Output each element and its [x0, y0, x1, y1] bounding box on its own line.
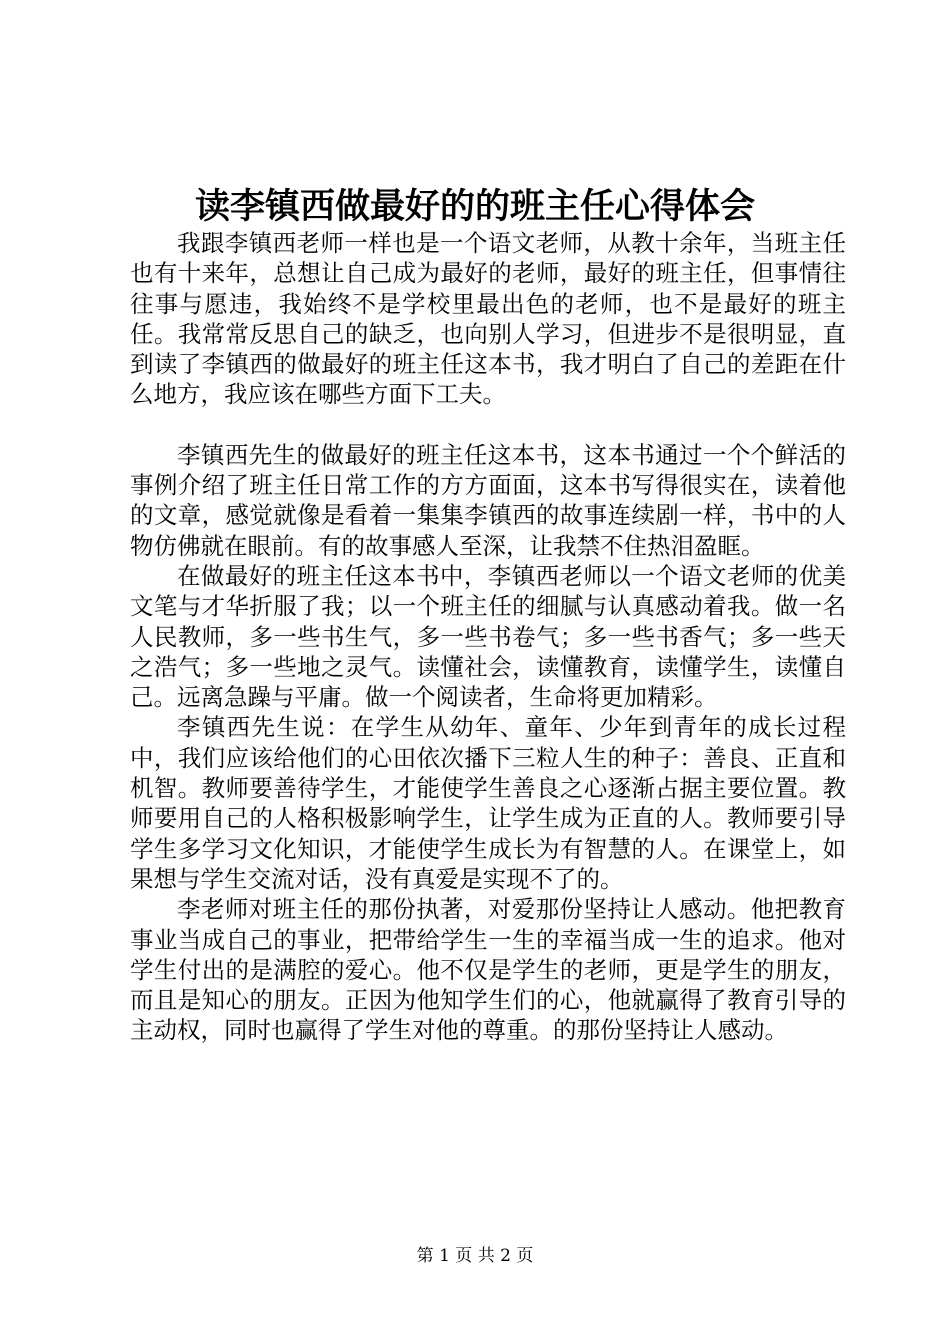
paragraph-5: 李老师对班主任的那份执著，对爱那份坚持让人感动。他把教育事业当成自己的事业，把带给学生一生的幸福当成一生的追求。他对学生付出的是满腔的爱心。他不仅是学生的老师，更是学生的朋友，而且是知心的朋友。正因为他知学生们的心，他就赢得了教育引导的主动权，同时也赢得了学生对他的尊重。的那份坚持让人感动。	[130, 895, 846, 1045]
document-title: 读李镇西做最好的的班主任心得体会	[194, 186, 755, 227]
page-footer: 第 1 页 共 2 页	[416, 1246, 534, 1266]
document-body	[130, 228, 846, 1046]
paragraph-1: 我跟李镇西老师一样也是一个语文老师，从教十余年，当班主任也有十来年，总想让自己成为最好的老师，最好的班主任，但事情往往事与愿违，我始终不是学校里最出色的老师，也不是最好的班主任。我常常反思自己的缺乏，也向别人学习，但进步不是很明显，直到读了李镇西的做最好的班主任这本书，我才明白了自己的差距在什么地方，我应该在哪些方面下工夫。	[130, 229, 846, 409]
paragraph-2: 李镇西先生的做最好的班主任这本书，这本书通过一个个鲜活的事例介绍了班主任日常工作的方方面面，这本书写得很实在，读着他的文章，感觉就像是看着一集集李镇西的故事连续剧一样，书中的人物仿佛就在眼前。有的故事感人至深，让我禁不住热泪盈眶。	[130, 440, 846, 560]
paragraph-3: 在做最好的班主任这本书中，李镇西老师以一个语文老师的优美文笔与才华折服了我；以一个班主任的细腻与认真感动着我。做一名人民教师，多一些书生气，多一些书卷气；多一些书香气；多一些天之浩气；多一些地之灵气。读懂社会，读懂教育，读懂学生，读懂自己。远离急躁与平庸。做一个阅读者，生命将更加精彩。	[130, 561, 846, 712]
paragraph-4: 李镇西先生说：在学生从幼年、童年、少年到青年的成长过程中，我们应该给他们的心田依次播下三粒人生的种子：善良、正直和机智。教师要善待学生，才能使学生善良之心逐渐占据主要位置。教师要用自己的人格积极影响学生，让学生成为正直的人。教师要引导学生多学习文化知识，才能使学生成长为有智慧的人。在课堂上，如果想与学生交流对话，没有真爱是实现不了的。	[130, 713, 846, 893]
